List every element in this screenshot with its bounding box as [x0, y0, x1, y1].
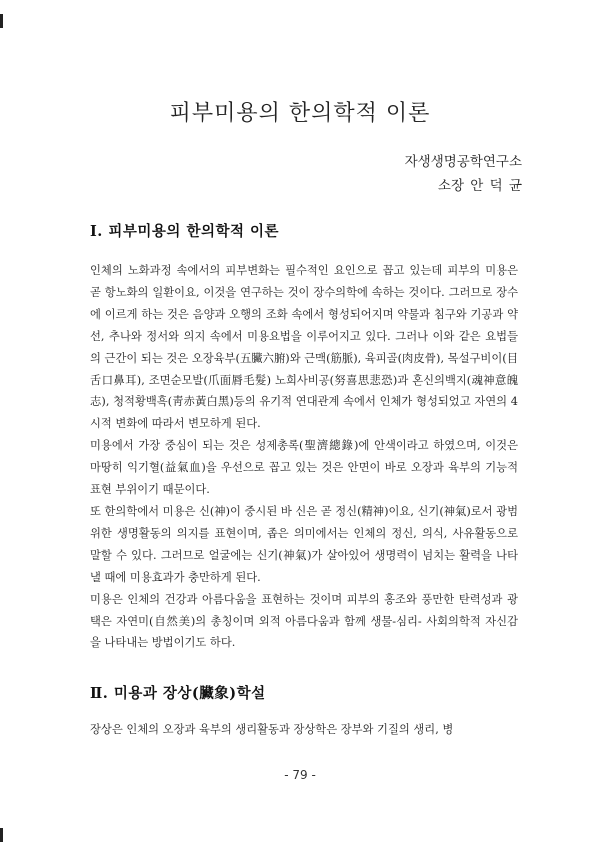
paragraph: 또 한의학에서 미용은 신(神)이 중시된 바 신은 곧 정신(精神)이요, 신기(神氣)로서 광범위한 생명활동의 의지를 표현이며, 좁은 의미에서는 인체의 정신, 의식, 사유활동으로 말할 수 있다. 그러므로 얼굴에는 신기(神氣)가 살아있어 생명력이 넘치는 활력을 나타낼 때에 미용효과가 충만하게 된다.: [90, 504, 518, 584]
section-body-2: [90, 719, 518, 743]
paragraph: 미용은 인체의 건강과 아름다움을 표현하는 것이며 피부의 홍조와 풍만한 탄력성과 광택은 자연미(自然美)의 총칭이며 외적 아름다움과 함께 생물-심리- 사회의학적 자신감을 나타내는 방법이기도 하다.: [90, 592, 518, 650]
paragraph: 장상은 인체의 오장과 육부의 생리활동과 장상학은 장부와 기질의 생리, 병: [90, 723, 454, 736]
author-name: 소장 안 덕 균: [437, 178, 522, 194]
author-organization: 자생생명공학연구소: [404, 154, 522, 170]
section-body-1: [90, 260, 518, 670]
page-number: - 79 -: [284, 768, 316, 782]
document-title: 피부미용의 한의학적 이론: [169, 101, 431, 126]
scan-edge-mark: [0, 828, 3, 842]
section-heading-2: Ⅱ. 미용과 장상(臟象)학설: [90, 685, 266, 702]
scan-edge-mark: [0, 14, 3, 28]
paragraph: 미용에서 가장 중심이 되는 것은 성제총록(聖濟總錄)에 안색이라고 하였으며, 이것은 마땅히 익기혈(益氣血)을 우선으로 꼽고 있는 것은 안면이 바로 오장과 육부의 기능적 표현 부위이기 때문이다.: [90, 439, 518, 497]
section-heading-1: Ⅰ. 피부미용의 한의학적 이론: [90, 223, 280, 240]
paragraph: 인체의 노화과정 속에서의 피부변화는 필수적인 요인으로 꼽고 있는데 피부의 미용은 곧 항노화의 일환이요, 이것을 연구하는 것이 장수의학에 속하는 것이다. 그러므로 장수에 이르게 하는 것은 음양과 오행의 조화 속에서 형성되어지며 약물과 침구와 기공과 약선, 추나와 정서와 의지 속에서 미용요법을 이루어지고 있다. 그러나 이와 같은 요법들의 근간이 되는 것은 오장육부(五臟六腑)와 근맥(筋脈), 육피골(肉皮骨), 목설구비이(目舌口鼻耳), 조면순모발(爪面脣毛髮) 노희사비공(努喜思悲恐)과 혼신의백지(魂神意魄志), 청적황백흑(靑赤黃白黑)등의 유기적 연대관계 속에서 인체가 형성되었고 자연의 4시적 변화에 따라서 변모하게 된다.: [90, 264, 518, 431]
